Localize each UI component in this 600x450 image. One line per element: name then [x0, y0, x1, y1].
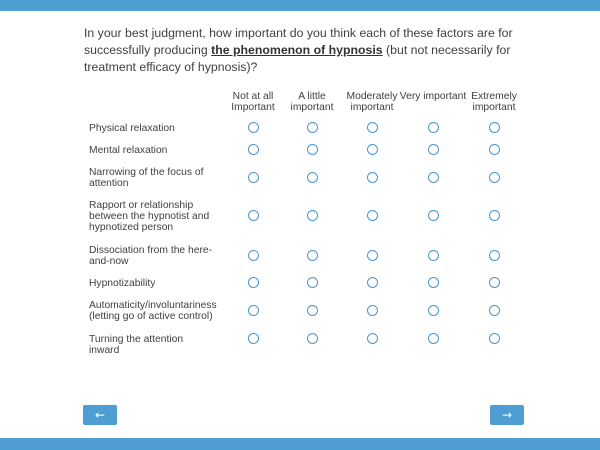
radio-row2-not-at-all[interactable]: [248, 144, 259, 155]
row-label-narrowing-focus: Narrowing of the focus of attention: [89, 167, 204, 189]
radio-row4-not-at-all[interactable]: [248, 210, 259, 221]
radio-row5-moderately[interactable]: [367, 250, 378, 261]
back-button[interactable]: [83, 405, 117, 425]
radio-row1-not-at-all[interactable]: [248, 122, 259, 133]
radio-row2-a-little[interactable]: [307, 144, 318, 155]
radio-row6-moderately[interactable]: [367, 277, 378, 288]
radio-row4-a-little[interactable]: [307, 210, 318, 221]
row-label-attention-inward: Turning the attention inward: [89, 334, 184, 356]
row-label-dissociation: Dissociation from the here-and-now: [89, 245, 213, 267]
next-button[interactable]: [490, 405, 524, 425]
radio-row1-a-little[interactable]: [307, 122, 318, 133]
radio-row7-a-little[interactable]: [307, 305, 318, 316]
row-label-physical-relaxation: Physical relaxation: [89, 123, 175, 134]
question-emphasis: the phenomenon of hypnosis: [211, 43, 383, 57]
radio-row7-not-at-all[interactable]: [248, 305, 259, 316]
top-accent-bar: [0, 0, 600, 11]
question-text: [84, 25, 534, 76]
scale-header-moderately: Moderately important: [346, 91, 398, 113]
radio-row3-not-at-all[interactable]: [248, 172, 259, 183]
radio-row6-a-little[interactable]: [307, 277, 318, 288]
radio-row3-moderately[interactable]: [367, 172, 378, 183]
question-suffix: (but not necessarily for treatment efficacy of hypnosis)?: [84, 43, 511, 74]
radio-row5-not-at-all[interactable]: [248, 250, 259, 261]
radio-row8-extremely[interactable]: [489, 333, 500, 344]
row-label-automaticity: Automaticity/involuntariness (letting go of active control): [89, 300, 217, 322]
radio-row4-moderately[interactable]: [367, 210, 378, 221]
radio-row3-very[interactable]: [428, 172, 439, 183]
row-label-mental-relaxation: Mental relaxation: [89, 145, 168, 156]
radio-row8-not-at-all[interactable]: [248, 333, 259, 344]
bottom-accent-bar: [0, 438, 600, 450]
radio-row6-not-at-all[interactable]: [248, 277, 259, 288]
arrow-right-icon: →: [501, 408, 513, 422]
radio-row4-extremely[interactable]: [489, 210, 500, 221]
scale-header-very: Very important: [399, 91, 467, 102]
radio-row5-very[interactable]: [428, 250, 439, 261]
radio-row2-moderately[interactable]: [367, 144, 378, 155]
radio-row3-extremely[interactable]: [489, 172, 500, 183]
radio-row7-extremely[interactable]: [489, 305, 500, 316]
radio-row1-extremely[interactable]: [489, 122, 500, 133]
radio-row6-very[interactable]: [428, 277, 439, 288]
scale-header-a-little: A little important: [290, 91, 334, 113]
row-label-hypnotizability: Hypnotizability: [89, 278, 156, 289]
radio-row2-very[interactable]: [428, 144, 439, 155]
radio-row8-a-little[interactable]: [307, 333, 318, 344]
radio-row1-moderately[interactable]: [367, 122, 378, 133]
row-label-rapport: Rapport or relationship between the hypnotist and hypnotized person: [89, 200, 210, 233]
radio-row8-very[interactable]: [428, 333, 439, 344]
radio-row5-extremely[interactable]: [489, 250, 500, 261]
scale-header-extremely: Extremely important: [471, 91, 517, 113]
radio-row7-moderately[interactable]: [367, 305, 378, 316]
radio-row8-moderately[interactable]: [367, 333, 378, 344]
radio-row5-a-little[interactable]: [307, 250, 318, 261]
radio-row1-very[interactable]: [428, 122, 439, 133]
arrow-left-icon: ←: [94, 408, 106, 422]
radio-row3-a-little[interactable]: [307, 172, 318, 183]
radio-row4-very[interactable]: [428, 210, 439, 221]
radio-row6-extremely[interactable]: [489, 277, 500, 288]
radio-row2-extremely[interactable]: [489, 144, 500, 155]
question-prefix: In your best judgment, how important do you think each of these factors are for successfully producing: [84, 26, 513, 57]
scale-header-not-at-all: Not at all Important: [231, 91, 275, 113]
radio-row7-very[interactable]: [428, 305, 439, 316]
